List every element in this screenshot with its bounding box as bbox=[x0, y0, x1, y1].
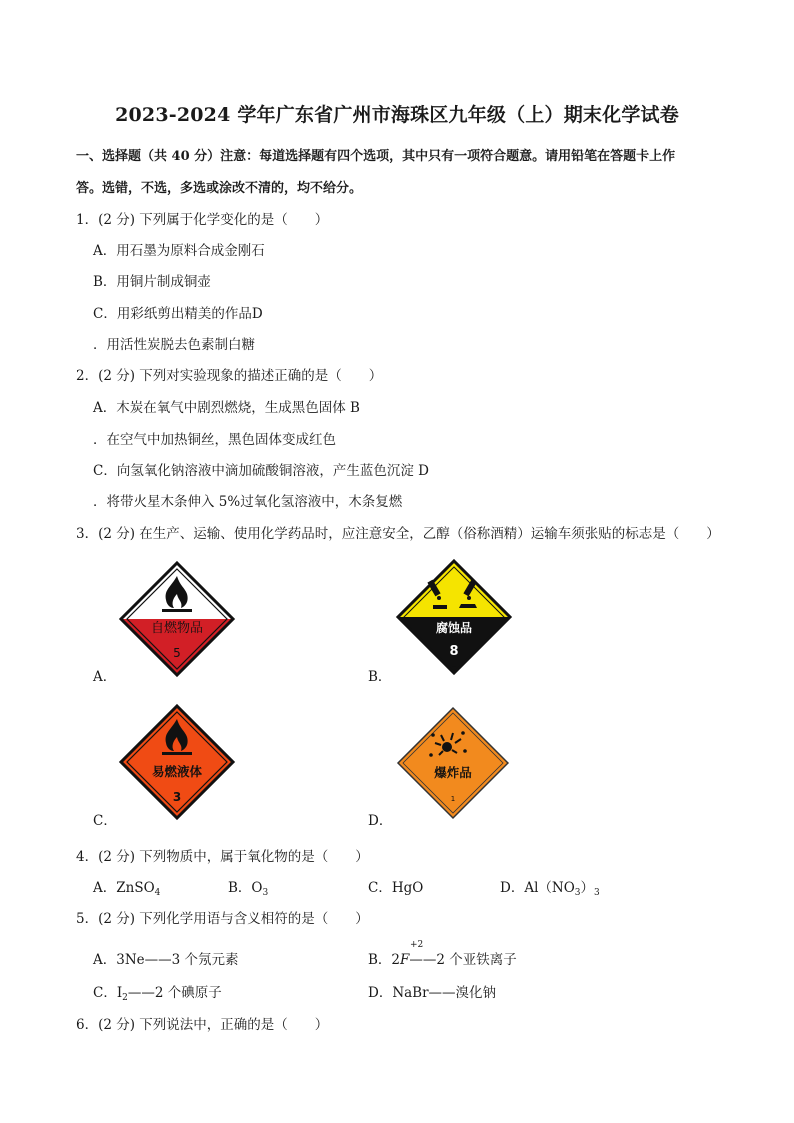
question-3-option-c-label: C． bbox=[93, 813, 117, 829]
question-5-option-b: B．2 +2 F——2 个亚铁离子 bbox=[368, 940, 517, 968]
question-3-option-b-label: B． bbox=[368, 669, 392, 685]
question-2-option-a: A．木炭在氧气中剧烈燃烧，生成黑色固体 B bbox=[93, 400, 360, 416]
exam-title: 2023-2024 学年广东省广州市海珠区九年级（上）期末化学试卷 bbox=[115, 104, 679, 126]
sign-b-number: 8 bbox=[449, 644, 459, 659]
hazard-sign-explosive bbox=[395, 705, 511, 821]
question-2-option-b: ．在空气中加热铜丝，黑色固体变成红色 bbox=[93, 432, 336, 448]
question-3-option-a-label: A． bbox=[93, 669, 117, 685]
question-1-option-a: A．用石墨为原料合成金刚石 bbox=[93, 243, 265, 259]
question-1-option-c: C．用彩纸剪出精美的作品D bbox=[93, 306, 263, 322]
question-2-option-d: ．将带火星木条伸入 5%过氧化氢溶液中，木条复燃 bbox=[93, 494, 403, 510]
sign-c-number: 3 bbox=[172, 790, 182, 804]
question-5-option-a: A．3Ne——3 个氖元素 bbox=[93, 952, 239, 968]
sign-d-label: 爆炸品 bbox=[434, 765, 472, 780]
question-3-option-d-label: D． bbox=[368, 813, 393, 829]
question-6-stem: 6．(2 分) 下列说法中，正确的是（ ） bbox=[76, 1017, 329, 1033]
question-4-stem: 4．(2 分) 下列物质中，属于氧化物的是（ ） bbox=[76, 849, 369, 865]
question-1-option-b: B．用铜片制成铜壶 bbox=[93, 274, 211, 290]
question-1-stem: 1．(2 分) 下列属于化学变化的是（ ） bbox=[76, 212, 329, 228]
hazard-sign-flammable-liquid bbox=[118, 703, 236, 821]
sign-c-label: 易燃液体 bbox=[151, 764, 203, 779]
question-3-stem: 3．(2 分) 在生产、运输、使用化学药品时，应注意安全，乙醇（俗称酒精）运输车须张贴的标志是（ ） bbox=[76, 526, 720, 542]
question-2-stem: 2．(2 分) 下列对实验现象的描述正确的是（ ） bbox=[76, 368, 383, 384]
question-5-option-d: D．NaBr——溴化钠 bbox=[368, 985, 497, 1001]
question-5-option-c: C．$I_2——2$ 个碘原子 bbox=[93, 985, 222, 1003]
sign-a-label: 自燃物品 bbox=[150, 621, 204, 636]
section-instructions-line1: 一、选择题（共 40 分）注意：每道选择题有四个选项，其中只有一项符合题意。请用铅笔在答题卡上作 bbox=[76, 149, 676, 164]
question-1-option-d: ．用活性炭脱去色素制白糖 bbox=[93, 337, 255, 353]
question-4-option-b: B．$O_3$ bbox=[228, 880, 269, 898]
question-2-option-c: C．向氢氧化钠溶液中滴加硫酸铜溶液，产生蓝色沉淀 D bbox=[93, 463, 429, 479]
question-4-option-c: C．HgO bbox=[368, 880, 424, 896]
question-5-stem: 5．(2 分) 下列化学用语与含义相符的是（ ） bbox=[76, 911, 369, 927]
question-4-option-d: D．$Al(NO_3)_3$ bbox=[500, 880, 600, 898]
hazard-sign-corrosive bbox=[395, 558, 513, 676]
hazard-sign-spontaneous-combustion bbox=[118, 560, 236, 678]
sign-b-label: 腐蚀品 bbox=[435, 621, 473, 635]
question-4-option-a: A．ZnSO$_4$ bbox=[93, 880, 161, 898]
section-instructions-line2: 答。选错，不选，多选或涂改不清的，均不给分。 bbox=[76, 181, 363, 196]
sign-a-number: 5 bbox=[173, 646, 181, 660]
sign-d-number: 1 bbox=[450, 795, 456, 803]
